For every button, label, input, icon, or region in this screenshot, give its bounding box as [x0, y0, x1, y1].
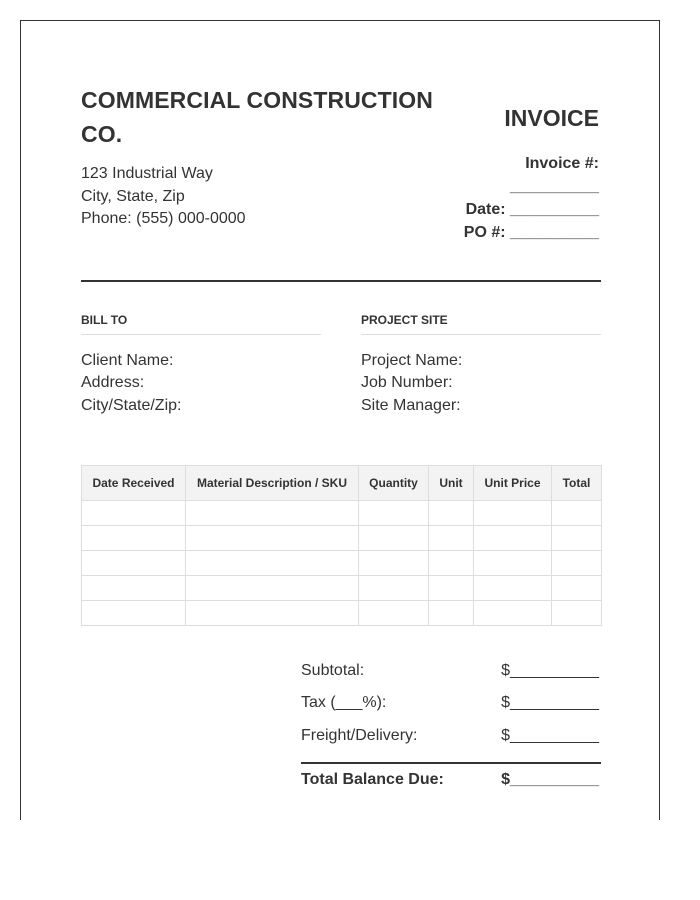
table-cell[interactable] [429, 576, 474, 601]
table-cell[interactable] [186, 601, 359, 626]
table-cell[interactable] [82, 551, 186, 576]
table-cell[interactable] [359, 551, 429, 576]
table-cell[interactable] [359, 526, 429, 551]
project-site-heading: PROJECT SITE [361, 313, 601, 335]
project-name: Project Name: [361, 352, 463, 369]
column-header-total: Total [552, 466, 602, 501]
table-cell[interactable] [429, 601, 474, 626]
bill-to-heading: BILL TO [81, 313, 321, 335]
column-header-unit-price: Unit Price [474, 466, 552, 501]
subtotal-label: Subtotal: [301, 662, 365, 679]
table-cell[interactable] [186, 526, 359, 551]
table-cell[interactable] [474, 501, 552, 526]
invoice-number-blank[interactable]: __________ [510, 178, 599, 195]
table-cell[interactable] [82, 526, 186, 551]
company-address-line1: 123 Industrial Way [81, 165, 213, 182]
table-cell[interactable] [186, 551, 359, 576]
table-cell[interactable] [82, 501, 186, 526]
invoice-date-field[interactable]: Date: __________ [465, 201, 599, 218]
table-cell[interactable] [474, 551, 552, 576]
table-cell[interactable] [359, 576, 429, 601]
total-balance-field[interactable]: $__________ [501, 771, 599, 788]
header-divider [81, 280, 601, 282]
line-items-table [81, 465, 602, 626]
site-manager: Site Manager: [361, 397, 461, 414]
freight-label: Freight/Delivery: [301, 727, 418, 744]
table-cell[interactable] [552, 601, 602, 626]
invoice-title: INVOICE [504, 105, 599, 131]
table-cell[interactable] [552, 551, 602, 576]
table-row [82, 551, 602, 576]
freight-field[interactable]: $__________ [501, 727, 599, 744]
table-row [82, 601, 602, 626]
subtotal-field[interactable]: $__________ [501, 662, 599, 679]
table-cell[interactable] [82, 601, 186, 626]
column-header-quantity: Quantity [359, 466, 429, 501]
table-cell[interactable] [429, 526, 474, 551]
table-row [82, 576, 602, 601]
table-cell[interactable] [359, 501, 429, 526]
bill-to-client-name: Client Name: [81, 352, 174, 369]
table-cell[interactable] [429, 501, 474, 526]
column-header-date-received: Date Received [82, 466, 186, 501]
table-cell[interactable] [552, 526, 602, 551]
table-cell[interactable] [82, 576, 186, 601]
company-phone: Phone: (555) 000-0000 [81, 210, 246, 227]
table-cell[interactable] [186, 576, 359, 601]
bill-to-city-state-zip: City/State/Zip: [81, 397, 182, 414]
table-cell[interactable] [474, 526, 552, 551]
totals-divider [301, 762, 601, 764]
job-number: Job Number: [361, 374, 453, 391]
table-cell[interactable] [474, 601, 552, 626]
table-cell[interactable] [429, 551, 474, 576]
bill-to-address: Address: [81, 374, 145, 391]
column-header-unit: Unit [429, 466, 474, 501]
table-cell[interactable] [474, 576, 552, 601]
table-header-row [82, 466, 602, 501]
invoice-page [20, 20, 660, 820]
company-name: COMMERCIAL CONSTRUCTION CO. [81, 87, 433, 147]
invoice-po-field[interactable]: PO #: __________ [463, 224, 599, 241]
tax-field[interactable]: $__________ [501, 694, 599, 711]
tax-label: Tax (___%): [301, 694, 387, 711]
table-row [82, 501, 602, 526]
table-cell[interactable] [359, 601, 429, 626]
company-address-line2: City, State, Zip [81, 188, 185, 205]
invoice-number-label: Invoice #: [525, 155, 599, 172]
table-cell[interactable] [552, 576, 602, 601]
table-cell[interactable] [186, 501, 359, 526]
table-cell[interactable] [552, 501, 602, 526]
table-row [82, 526, 602, 551]
column-header-material-description: Material Description / SKU [186, 466, 359, 501]
total-balance-label: Total Balance Due: [301, 771, 444, 788]
